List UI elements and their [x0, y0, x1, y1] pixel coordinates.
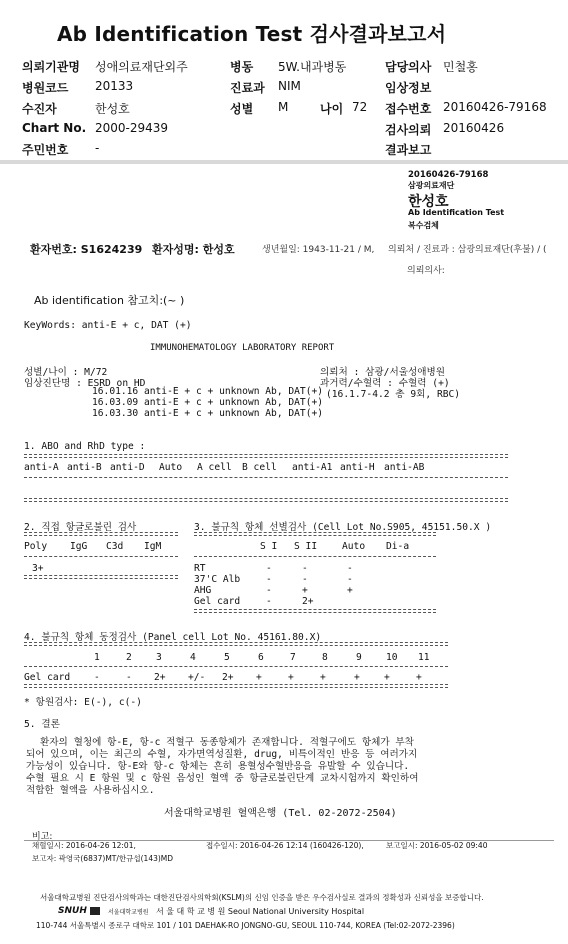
label-department: 진료과	[230, 81, 265, 95]
sample-label-name: 한성호	[408, 194, 449, 210]
section4-rule-bottom	[24, 684, 448, 688]
patient-number: 환자번호: S1624239	[30, 243, 143, 256]
panel-col-number: 4	[190, 652, 196, 663]
dat-value-poly: 3+	[32, 563, 44, 574]
abo-col: B cell	[242, 462, 277, 473]
screen-row-label: AHG	[194, 585, 212, 596]
blood-bank-signature: 서울대학교병원 혈액은행 (Tel. 02-2072-2504)	[164, 808, 397, 819]
value-resident-no: -	[95, 141, 100, 155]
label-sex: 성별	[230, 102, 254, 116]
value-department: NIM	[278, 79, 301, 93]
snuh-emblem-icon	[90, 907, 100, 915]
collected-time: 채혈일시: 2016-04-26 12:01,	[32, 841, 136, 850]
section5-title: 5. 결론	[24, 719, 60, 730]
panel-col-number: 1	[94, 652, 100, 663]
panel-col-number: 3	[156, 652, 162, 663]
panel-col-number: 2	[126, 652, 132, 663]
panel-cell: +	[354, 672, 360, 683]
dat-col: IgG	[70, 541, 88, 552]
panel-col-number: 7	[290, 652, 296, 663]
panel-col-number: 5	[224, 652, 230, 663]
section3-title: 3. 불규칙 항체 선별검사 (Cell Lot No.S905, 45151.50.X )	[194, 522, 492, 533]
screen-row-label: RT	[194, 563, 206, 574]
section1-title: 1. ABO and RhD type :	[24, 441, 146, 452]
sample-label-number: 20160426-79168	[408, 170, 489, 180]
conclusion-line: 가능성이 있습니다. 항-E와 항-c 항체는 흔히 용혈성수혈반응을 유발할 수 있습니다.	[26, 761, 410, 772]
reporter: 보고자: 곽영국(6837)MT/한규섭(143)MD	[32, 854, 174, 863]
conclusion-line: 수혈 필요 시 E 항원 및 c 항원 음성인 혈액 중 항글로불린단계 교차시험까지 확인하여	[26, 773, 419, 784]
screen-cell: +	[302, 585, 308, 596]
value-doctor: 민철홍	[443, 60, 478, 74]
certification-note: 서울대학교병원 진단검사의학과는 대한진단검사의학회(KSLM)의 신임 인증을 받은 우수검사실로 결과의 정확성과 신뢰성을 보증합니다.	[40, 893, 484, 902]
screen-cell: -	[266, 574, 272, 585]
value-ward: 5W.내과병동	[278, 60, 347, 74]
value-requesting-institution: 성애의료재단외주	[95, 60, 188, 74]
antigen-test: * 항원검사: E(-), c(-)	[24, 697, 142, 708]
label-result-report: 결과보고	[385, 143, 432, 157]
reported-time: 보고일시: 2016-05-02 09:40	[386, 841, 488, 850]
value-receipt-no: 20160426-79168	[443, 100, 547, 114]
transfusion-detail: (16.1.7-4.2 총 9회, RBC)	[326, 389, 461, 400]
institution-address: 110-744 서울특별시 종로구 대학로 101 / 101 DAEHAK-RO JONGNO-GU, SEOUL 110-744, KOREA (Tel:02-2072-2396)	[36, 921, 455, 930]
section4-rule-mid	[24, 666, 448, 667]
screen-cell: -	[347, 574, 353, 585]
screen-cell: -	[266, 585, 272, 596]
value-sex: M	[278, 100, 289, 114]
abo-col: anti-B	[67, 462, 102, 473]
panel-cell: +	[288, 672, 294, 683]
panel-cell: +	[416, 672, 422, 683]
abo-col: Auto	[159, 462, 183, 473]
received-time: 접수일시: 2016-04-26 12:14 (160426-120),	[206, 841, 364, 850]
dat-col: IgM	[144, 541, 162, 552]
panel-cell: +	[256, 672, 262, 683]
label-clinical-info: 임상정보	[385, 81, 432, 95]
scanned-report	[4, 164, 564, 944]
label-age: 나이	[320, 102, 344, 116]
panel-col-number: 10	[386, 652, 398, 663]
label-chart-no: Chart No.	[22, 121, 87, 135]
panel-cell: -	[94, 672, 100, 683]
section3-rule-bottom	[194, 609, 436, 613]
screen-cell: -	[302, 563, 308, 574]
label-request-date: 검사의뢰	[385, 123, 432, 137]
abo-col: anti-A1	[292, 462, 333, 473]
panel-col-number: 8	[322, 652, 328, 663]
abo-col: anti-D	[110, 462, 145, 473]
label-ward: 병동	[230, 60, 254, 74]
label-patient: 수진자	[22, 102, 57, 116]
panel-cell: +	[384, 672, 390, 683]
transfusion-history: 과거력/수혈력 : 수혈력 (+)	[320, 378, 450, 389]
screen-row-label: 37'C Alb	[194, 574, 241, 585]
panel-col-number: 9	[356, 652, 362, 663]
screen-cell: 2+	[302, 596, 314, 607]
abo-col: anti-H	[340, 462, 375, 473]
value-patient: 한성호	[95, 102, 130, 116]
section1-rule-mid	[24, 477, 508, 478]
conclusion-line: 환자의 혈청에 항-E, 항-c 적혈구 동종항체가 존재합니다. 적혈구에도 항체가 부착	[40, 737, 414, 748]
screen-col: Auto	[342, 541, 366, 552]
sample-label-note: 복수검체	[408, 221, 439, 230]
panel-col-number: 11	[418, 652, 430, 663]
screen-cell: +	[347, 585, 353, 596]
history-1: 16.01.16 anti-E + c + unknown Ab, DAT(+)	[92, 386, 324, 397]
section2-title: 2. 직접 항글로불린 검사	[24, 522, 137, 533]
screen-col: S II	[294, 541, 318, 552]
panel-cell: +/-	[188, 672, 206, 683]
dat-col: Poly	[24, 541, 48, 552]
label-requesting-institution: 의뢰기관명	[22, 60, 80, 74]
panel-col-number: 6	[258, 652, 264, 663]
label-doctor: 담당의사	[385, 60, 432, 74]
history-3: 16.03.30 anti-E + c + unknown Ab, DAT(+)	[92, 408, 324, 419]
history-2: 16.03.09 anti-E + c + unknown Ab, DAT(+)	[92, 397, 324, 408]
panel-cell: 2+	[154, 672, 166, 683]
screen-col: S I	[260, 541, 278, 552]
panel-cell: +	[320, 672, 326, 683]
report-heading: Ab identification 참고치:(~ )	[34, 294, 185, 307]
request-hospital: 의뢰처 : 삼광/서울성애병원	[320, 367, 446, 378]
patient-doctor: 의뢰의사:	[407, 266, 445, 276]
remarks-label: 비고:	[32, 832, 53, 842]
section3-rule-top	[194, 532, 436, 536]
snuh-logo-sub: 서울대학교병원	[108, 909, 149, 916]
abo-col: anti-AB	[384, 462, 425, 473]
patient-birth: 생년월일: 1943-11-21 / M,	[262, 245, 375, 255]
screen-col: Di-a	[386, 541, 410, 552]
snuh-logo: SNUH	[58, 906, 100, 916]
sample-label-test: Ab Identification Test	[408, 208, 505, 217]
value-request-date: 20160426	[443, 121, 505, 135]
dat-col: C3d	[106, 541, 124, 552]
sex-age: 성별/나이 : M/72	[24, 367, 108, 378]
institution-name: 서 울 대 학 교 병 원 Seoul National University Hospital	[156, 907, 365, 916]
screen-cell: -	[302, 574, 308, 585]
page-title: Ab Identification Test 검사결과보고서	[57, 22, 447, 46]
section2-rule-bottom	[24, 575, 178, 579]
panel-cell: 2+	[222, 672, 234, 683]
clinical-diagnosis: 임상진단명 : ESRD on HD	[24, 378, 146, 389]
screen-cell: -	[266, 563, 272, 574]
label-resident-no: 주민번호	[22, 143, 69, 157]
patient-name: 환자성명: 한성호	[152, 243, 235, 256]
section1-rule-bottom	[24, 498, 508, 502]
patient-requester: 의뢰처 / 진료과 : 삼광의료재단(후불) / (	[388, 245, 547, 255]
conclusion-line: 적합한 혈액을 사용하십시오.	[26, 785, 155, 796]
panel-row-label: Gel card	[24, 672, 71, 683]
section3-rule-mid	[194, 556, 436, 557]
screen-cell: -	[347, 563, 353, 574]
abo-col: anti-A	[24, 462, 59, 473]
screen-cell: -	[266, 596, 272, 607]
label-receipt-no: 접수번호	[385, 102, 432, 116]
conclusion-line: 되어 있으며, 이는 최근의 수혈, 자가면역성질환, drug, 비특이적인 반응 등 여러가지	[26, 749, 418, 760]
screen-row-label: Gel card	[194, 596, 241, 607]
value-hospital-code: 20133	[95, 79, 134, 93]
label-hospital-code: 병원코드	[22, 81, 69, 95]
section2-rule-top	[24, 532, 178, 536]
lab-report-title: IMMUNOHEMATOLOGY LABORATORY REPORT	[150, 343, 335, 353]
section4-rule-top	[24, 642, 448, 646]
keywords: KeyWords: anti-E + c, DAT (+)	[24, 320, 192, 331]
section4-title: 4. 불규칙 항체 동정검사 (Panel cell Lot No. 45161.80.X)	[24, 632, 322, 643]
abo-col: A cell	[197, 462, 232, 473]
sample-label-institution: 삼광의료재단	[408, 181, 455, 190]
value-age: 72	[352, 100, 368, 114]
section2-rule-mid	[24, 556, 178, 557]
section1-rule-top	[24, 454, 508, 458]
panel-cell: -	[126, 672, 132, 683]
value-chart-no: 2000-29439	[95, 121, 169, 135]
